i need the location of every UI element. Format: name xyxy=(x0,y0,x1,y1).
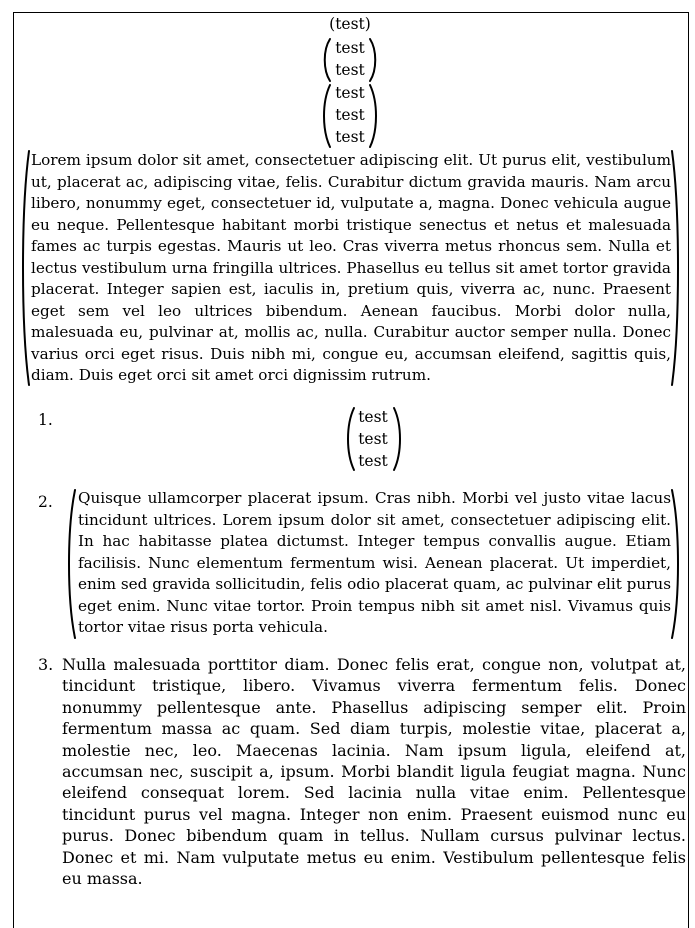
list-label-2: 2. xyxy=(38,493,53,511)
right-paren xyxy=(670,150,680,386)
pair-item: test xyxy=(335,39,365,57)
pair-item: test xyxy=(335,61,365,79)
triple-item: test xyxy=(335,106,365,124)
list-item-3-text: Nulla malesuada porttitor diam. Donec felis erat, congue non, volutpat at, tincidunt tristique, libero. Vivamus viverra fermentum felis. Donec nonummy pellentesque ante. Phasellus adipiscing semper elit. Proin fermentum massa ac quam. Sed diam turpis, molestie vitae, placerat a, molestie nec, leo. Maecenas lacinia. Nam ipsum ligula, eleifend at, accumsan nec, suscipit a, ipsum. Morbi blandit ligula feugiat magna. Nunc eleifend consequat lorem. Sed lacinia nulla vitae enim. Pellentesque tincidunt purus vel magna. Integer non enim. Praesent euismod nunc eu purus. Donec bibendum quam in tellus. Nullam cursus pulvinar lectus. Donec et mi. Nam vulputate metus eu enim. Vestibulum pellentesque felis eu massa. xyxy=(62,655,686,889)
right-paren xyxy=(368,84,378,148)
triple-item: test xyxy=(335,128,365,146)
left-paren xyxy=(67,489,77,639)
lorem-paragraph: Lorem ipsum dolor sit amet, consectetuer adipiscing elit. Ut purus elit, vestibulum ut, placerat ac, adipiscing vitae, felis. Curabitur dictum gravida mauris. Nam arcu libero, nonummy eget, consectetuer id, vulputate a, magna. Donec vehicula augue eu neque. Pellentesque habitant morbi tristique senectus et netus et malesuada fames ac turpis egestas. Mauris ut leo. Cras viverra metus rhoncus sem. Nulla et lectus vestibulum urna fringilla ultrices. Phasellus eu tellus sit amet tortor gravida placerat. Integer sapien est, iaculis in, pretium quis, viverra ac, nunc. Praesent eget sem vel leo ultrices bibendum. Aenean faucibus. Morbi dolor nulla, malesuada eu, pulvinar at, mollis ac, nulla. Curabitur auctor semper nulla. Donec varius orci eget risus. Duis nibh mi, congue eu, accumsan eleifend, sagittis quis, diam. Duis eget orci sit amet orci dignissim rutrum. xyxy=(31,151,671,384)
single-test: (test) xyxy=(329,15,371,33)
right-paren xyxy=(670,489,680,639)
right-paren xyxy=(392,407,402,471)
list-item-2-text: Quisque ullamcorper placerat ipsum. Cras nibh. Morbi vel justo vitae lacus tincidunt ultrices. Lorem ipsum dolor sit amet, consectetuer adipiscing elit. In hac habitasse platea dictumst. Integer tempus convallis augue. Etiam facilisis. Nunc elementum fermentum wisi. Aenean placerat. Ut imperdiet, enim sed gravida sollicitudin, felis odio placerat quam, ac pulvinar elit purus eget enim. Nunc vitae tortor. Proin tempus nibh sit amet nisl. Vivamus quis tortor vitae risus porta vehicula. xyxy=(78,489,671,636)
triple-stack xyxy=(330,82,370,148)
list-label-3: 3. xyxy=(38,655,54,674)
right-paren xyxy=(368,38,378,82)
list-label-1: 1. xyxy=(38,411,53,429)
stack-item: test xyxy=(358,430,388,448)
stack-item: test xyxy=(358,452,388,470)
left-paren xyxy=(21,150,31,386)
stack-item: test xyxy=(358,408,388,426)
pair-stack xyxy=(330,37,370,81)
triple-item: test xyxy=(335,84,365,102)
list-item-1-stack xyxy=(353,406,393,472)
